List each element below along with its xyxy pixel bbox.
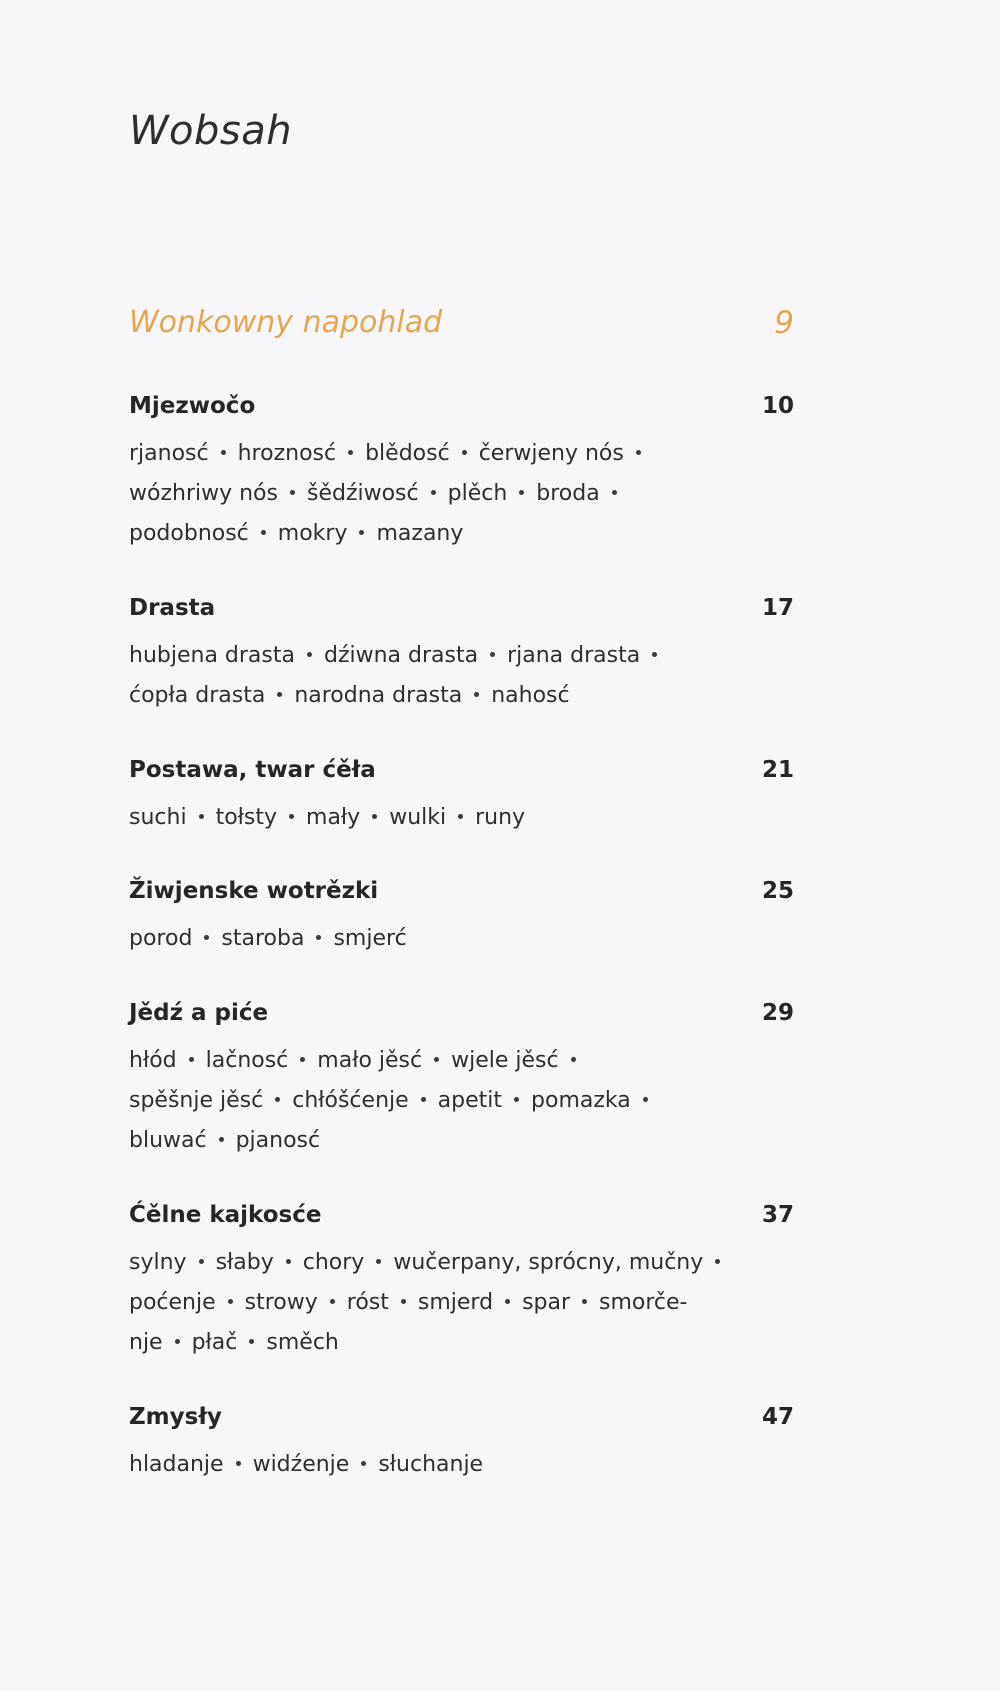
subtopic-term: poćenje bbox=[129, 1290, 216, 1315]
bullet-separator-icon bbox=[249, 1339, 254, 1344]
entry-subtopics bbox=[129, 798, 794, 838]
bullet-separator-icon bbox=[199, 1259, 204, 1264]
subtopic-line bbox=[129, 514, 794, 554]
subtopic-term: ćopła drasta bbox=[129, 683, 266, 708]
subtopic-line bbox=[129, 919, 794, 959]
entry-page-number: 25 bbox=[761, 878, 794, 904]
page-title: Wobsah bbox=[129, 108, 293, 154]
bullet-separator-icon bbox=[286, 1259, 291, 1264]
bullet-separator-icon bbox=[376, 1259, 381, 1264]
bullet-separator-icon bbox=[316, 935, 321, 940]
subtopic-term: pjanosć bbox=[235, 1128, 321, 1153]
bullet-separator-icon bbox=[348, 450, 353, 455]
bullet-separator-icon bbox=[401, 1299, 406, 1304]
subtopic-line bbox=[129, 636, 794, 676]
bullet-separator-icon bbox=[612, 490, 617, 495]
subtopic-term: hladanje bbox=[129, 1452, 224, 1477]
subtopic-term: apetit bbox=[437, 1088, 503, 1113]
bullet-separator-icon bbox=[372, 814, 377, 819]
bullet-separator-icon bbox=[228, 1299, 233, 1304]
bullet-separator-icon bbox=[505, 1299, 510, 1304]
subtopic-term: lačnosć bbox=[205, 1048, 289, 1073]
entry-title: Zmysły bbox=[129, 1404, 222, 1430]
part-title: Wonkowny napohlad bbox=[129, 305, 443, 340]
subtopic-line bbox=[129, 1445, 794, 1485]
subtopic-term: płač bbox=[191, 1330, 238, 1355]
subtopic-term: pomazka bbox=[531, 1088, 631, 1113]
subtopic-term: rjana drasta bbox=[507, 643, 641, 668]
entry-title: Ćělne kajkosće bbox=[129, 1202, 322, 1228]
subtopic-term: słuchanje bbox=[378, 1452, 484, 1477]
bullet-separator-icon bbox=[514, 1097, 519, 1102]
subtopic-term: smorče- bbox=[599, 1290, 688, 1315]
subtopic-term: blědosć bbox=[365, 441, 450, 466]
bullet-separator-icon bbox=[204, 935, 209, 940]
entry-subtopics bbox=[129, 1041, 794, 1161]
subtopic-term: chory bbox=[302, 1250, 365, 1275]
toc-entry-zmysly[interactable] bbox=[129, 1404, 794, 1485]
bullet-separator-icon bbox=[261, 530, 266, 535]
bullet-separator-icon bbox=[490, 652, 495, 657]
bullet-separator-icon bbox=[434, 1057, 439, 1062]
toc-entry-ziwjenske-wotrezki[interactable] bbox=[129, 878, 794, 959]
entry-subtopics bbox=[129, 919, 794, 959]
bullet-separator-icon bbox=[643, 1097, 648, 1102]
subtopic-term: mokry bbox=[277, 521, 348, 546]
subtopic-term: sylny bbox=[129, 1250, 187, 1275]
subtopic-line bbox=[129, 1121, 794, 1161]
subtopic-term: čerwjeny nós bbox=[478, 441, 624, 466]
entry-page-number: 37 bbox=[761, 1202, 794, 1228]
subtopic-line bbox=[129, 798, 794, 838]
subtopic-term: plěch bbox=[447, 481, 508, 506]
bullet-separator-icon bbox=[458, 814, 463, 819]
subtopic-term: smjerd bbox=[417, 1290, 494, 1315]
toc-entry-drasta[interactable] bbox=[129, 595, 794, 716]
subtopic-term: spěšnje jěsć bbox=[129, 1088, 264, 1113]
subtopic-term: šědźiwosć bbox=[306, 481, 419, 506]
subtopic-term: hroznosć bbox=[237, 441, 337, 466]
subtopic-term: mazany bbox=[376, 521, 464, 546]
subtopic-term: mało jěsć bbox=[317, 1048, 423, 1073]
bullet-separator-icon bbox=[359, 530, 364, 535]
entry-title: Postawa, twar ćěła bbox=[129, 757, 376, 783]
bullet-separator-icon bbox=[236, 1461, 241, 1466]
subtopic-term: směch bbox=[266, 1330, 339, 1355]
bullet-separator-icon bbox=[636, 450, 641, 455]
bullet-separator-icon bbox=[277, 692, 282, 697]
bullet-separator-icon bbox=[462, 450, 467, 455]
entry-page-number: 17 bbox=[761, 595, 794, 621]
subtopic-line bbox=[129, 1041, 794, 1081]
subtopic-term: wulki bbox=[389, 805, 447, 830]
entry-subtopics bbox=[129, 636, 794, 716]
part-page-number: 9 bbox=[774, 305, 794, 341]
subtopic-term: spar bbox=[522, 1290, 571, 1315]
subtopic-term: hłód bbox=[129, 1048, 177, 1073]
bullet-separator-icon bbox=[474, 692, 479, 697]
subtopic-line bbox=[129, 474, 794, 514]
subtopic-term: strowy bbox=[244, 1290, 318, 1315]
bullet-separator-icon bbox=[519, 490, 524, 495]
bullet-separator-icon bbox=[221, 450, 226, 455]
entry-title: Jědź a piće bbox=[129, 1000, 269, 1026]
bullet-separator-icon bbox=[290, 490, 295, 495]
entry-page-number: 47 bbox=[761, 1404, 794, 1430]
subtopic-term: suchi bbox=[129, 805, 187, 830]
subtopic-term: bluwać bbox=[129, 1128, 207, 1153]
subtopic-term: rjanosć bbox=[129, 441, 209, 466]
subtopic-term: smjerć bbox=[333, 926, 407, 951]
entry-title: Žiwjenske wotrězki bbox=[129, 878, 379, 904]
subtopic-term: nje bbox=[129, 1330, 163, 1355]
subtopic-term: widźenje bbox=[252, 1452, 350, 1477]
subtopic-line bbox=[129, 434, 794, 474]
subtopic-term: mały bbox=[306, 805, 361, 830]
toc-entry-postawa[interactable] bbox=[129, 757, 794, 838]
bullet-separator-icon bbox=[421, 1097, 426, 1102]
part-heading-row bbox=[129, 305, 794, 345]
bullet-separator-icon bbox=[571, 1057, 576, 1062]
bullet-separator-icon bbox=[307, 652, 312, 657]
bullet-separator-icon bbox=[361, 1461, 366, 1466]
subtopic-term: staroba bbox=[221, 926, 305, 951]
entry-title: Drasta bbox=[129, 595, 216, 621]
subtopic-term: porod bbox=[129, 926, 193, 951]
subtopic-term: słaby bbox=[215, 1250, 274, 1275]
entry-page-number: 29 bbox=[761, 1000, 794, 1026]
entry-subtopics bbox=[129, 434, 794, 554]
bullet-separator-icon bbox=[275, 1097, 280, 1102]
bullet-separator-icon bbox=[199, 814, 204, 819]
subtopic-term: hubjena drasta bbox=[129, 643, 295, 668]
bullet-separator-icon bbox=[582, 1299, 587, 1304]
subtopic-term: wučerpany, sprócny, mučny bbox=[393, 1250, 704, 1275]
entry-page-number: 21 bbox=[761, 757, 794, 783]
subtopic-line bbox=[129, 1323, 794, 1363]
subtopic-term: narodna drasta bbox=[294, 683, 463, 708]
bullet-separator-icon bbox=[219, 1137, 224, 1142]
bullet-separator-icon bbox=[189, 1057, 194, 1062]
bullet-separator-icon bbox=[431, 490, 436, 495]
entry-title: Mjezwočo bbox=[129, 393, 256, 419]
subtopic-term: róst bbox=[346, 1290, 389, 1315]
subtopic-line bbox=[129, 1243, 794, 1283]
subtopic-term: dźiwna drasta bbox=[323, 643, 479, 668]
subtopic-term: wózhriwy nós bbox=[129, 481, 278, 506]
entry-subtopics bbox=[129, 1445, 794, 1485]
subtopic-line bbox=[129, 1081, 794, 1121]
subtopic-term: tołsty bbox=[215, 805, 278, 830]
subtopic-term: runy bbox=[475, 805, 526, 830]
subtopic-line bbox=[129, 676, 794, 716]
bullet-separator-icon bbox=[175, 1339, 180, 1344]
subtopic-term: wjele jěsć bbox=[451, 1048, 559, 1073]
bullet-separator-icon bbox=[330, 1299, 335, 1304]
bullet-separator-icon bbox=[715, 1259, 720, 1264]
subtopic-term: podobnosć bbox=[129, 521, 249, 546]
toc-entry-jedz-a-pice[interactable] bbox=[129, 1000, 794, 1161]
entry-subtopics bbox=[129, 1243, 794, 1363]
toc-entry-mjezwoco[interactable] bbox=[129, 393, 794, 554]
bullet-separator-icon bbox=[289, 814, 294, 819]
bullet-separator-icon bbox=[300, 1057, 305, 1062]
toc-entry-celne-kajkosce[interactable] bbox=[129, 1202, 794, 1363]
entry-page-number: 10 bbox=[761, 393, 794, 419]
subtopic-term: broda bbox=[536, 481, 600, 506]
bullet-separator-icon bbox=[652, 652, 657, 657]
subtopic-line bbox=[129, 1283, 794, 1323]
subtopic-term: chłóšćenje bbox=[292, 1088, 409, 1113]
subtopic-term: nahosć bbox=[491, 683, 570, 708]
